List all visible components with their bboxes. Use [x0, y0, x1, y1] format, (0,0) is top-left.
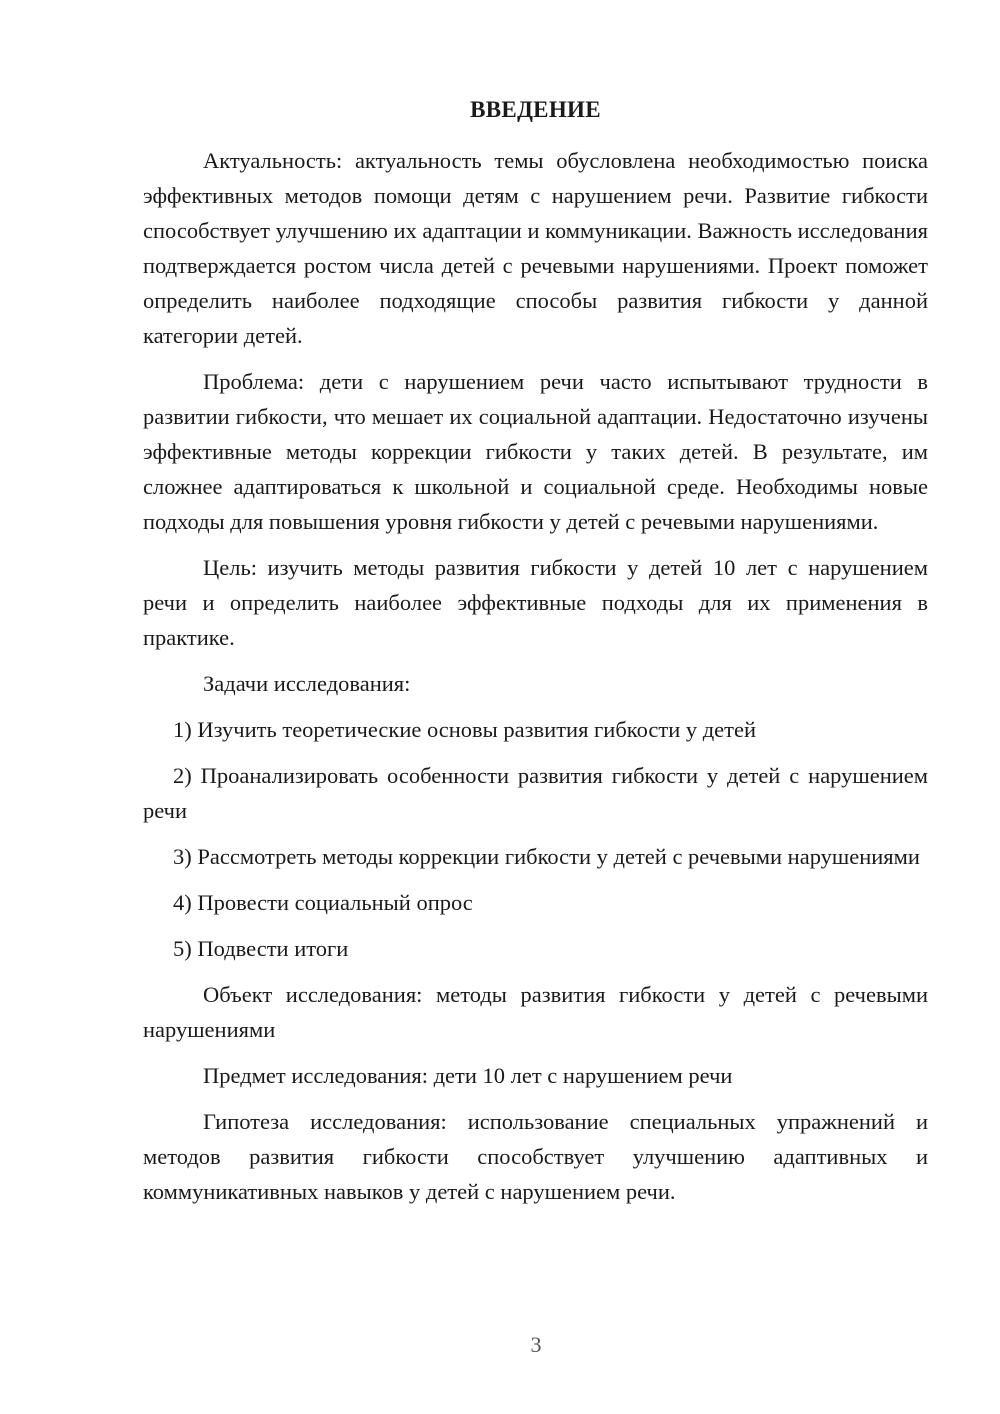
goal-paragraph: Цель: изучить методы развития гибкости у детей 10 лет с нарушением речи и определить наиболее эффективные подходы для их применения в практике.: [143, 555, 928, 650]
page-number: 3: [530, 1332, 542, 1357]
relevance-paragraph: Актуальность: актуальность темы обусловлена необходимостью поиска эффективных методов помощи детям с нарушением речи. Развитие гибкости способствует улучшению их адаптации и коммуникации. Важность исследования подтверждается ростом числа детей с речевыми нарушениями. Проект поможет определить наиболее подходящие способы развития гибкости у данной категории детей.: [143, 148, 928, 348]
problem-paragraph: Проблема: дети с нарушением речи часто испытывают трудности в развитии гибкости, что мешает их социальной адаптации. Недостаточно изучены эффективные методы коррекции гибкости у таких детей. В результате, им сложнее адаптироваться к школьной и социальной среде. Необходимы новые подходы для повышения уровня гибкости у детей с речевыми нарушениями.: [143, 369, 928, 534]
task-item-1: 1) Изучить теоретические основы развития гибкости у детей: [173, 717, 757, 742]
tasks-title: Задачи исследования:: [203, 671, 411, 696]
document-page: [143, 92, 928, 1209]
task-item-5: 5) Подвести итоги: [173, 936, 349, 961]
hypothesis-paragraph: Гипотеза исследования: использование специальных упражнений и методов развития гибкости способствует улучшению адаптивных и коммуникативных навыков у детей с нарушением речи.: [143, 1109, 928, 1204]
subject-paragraph: Предмет исследования: дети 10 лет с нарушением речи: [203, 1063, 733, 1088]
task-item-2: 2) Проанализировать особенности развития гибкости у детей с нарушением речи: [143, 763, 928, 823]
task-item-4: 4) Провести социальный опрос: [173, 890, 473, 915]
object-paragraph: Объект исследования: методы развития гибкости у детей с речевыми нарушениями: [143, 982, 928, 1042]
task-item-3: 3) Рассмотреть методы коррекции гибкости у детей с речевыми нарушениями: [173, 844, 920, 869]
page-title: ВВЕДЕНИЕ: [470, 97, 601, 122]
